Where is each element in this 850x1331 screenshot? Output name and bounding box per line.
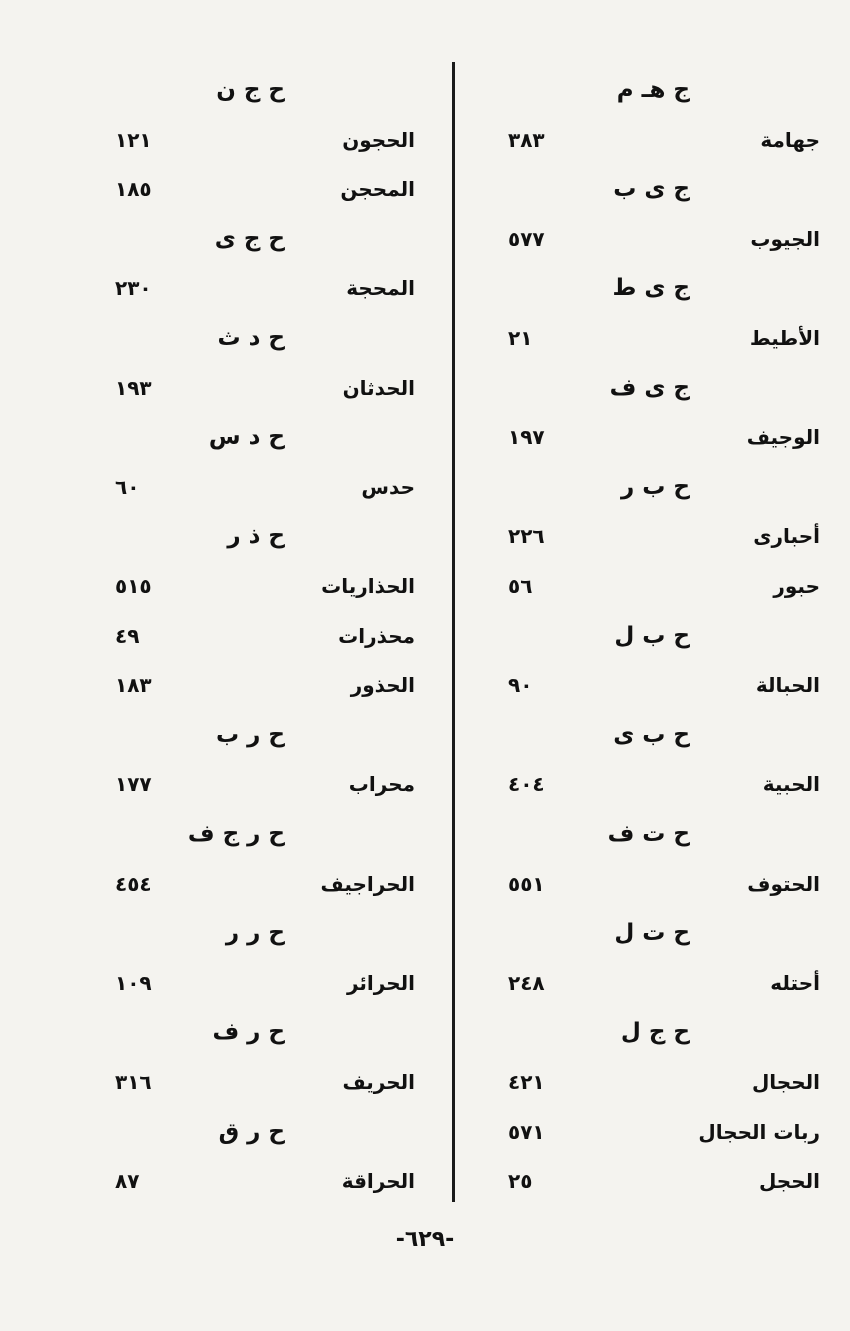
- entry-page-number: ١٢١: [115, 127, 152, 152]
- root-letters: ح ب ر: [621, 473, 690, 500]
- entry-page-number: ٤٩: [115, 623, 140, 648]
- entry-page-number: ٣٨٣: [508, 127, 545, 152]
- root-letters: ح ب ل: [614, 622, 690, 649]
- index-entry: [0, 568, 420, 604]
- entry-page-number: ٥٥١: [508, 871, 545, 896]
- root-letters: ح ب ى: [613, 721, 690, 748]
- entry-page-number: ٥١٥: [115, 574, 152, 598]
- entry-page-number: ٩٠: [508, 673, 533, 698]
- index-entry: [0, 965, 420, 1001]
- entry-word: الحدثان: [342, 375, 415, 400]
- entry-page-number: ٢١: [508, 326, 533, 350]
- root-letters: ح ج ل: [620, 1019, 690, 1046]
- entry-page-number: ٥٧١: [508, 1119, 545, 1144]
- root-heading: [0, 915, 420, 951]
- root-letters: ح ر ب: [216, 721, 285, 748]
- root-heading: [430, 469, 850, 505]
- entry-page-number: ٥٧٧: [508, 226, 545, 251]
- root-heading: [0, 1014, 420, 1050]
- index-entry: [430, 568, 850, 604]
- entry-word: الأطيط: [749, 326, 820, 350]
- index-entry: [430, 518, 850, 554]
- root-heading: [430, 171, 850, 207]
- entry-word: حبور: [773, 574, 820, 598]
- entry-word: أحتله: [770, 970, 820, 995]
- index-entry: [0, 1064, 420, 1100]
- entry-page-number: ١٩٣: [115, 375, 152, 400]
- index-entry: [430, 221, 850, 257]
- index-entry: [430, 866, 850, 902]
- index-entry: [0, 618, 420, 654]
- root-letters: ح د ث: [217, 325, 285, 351]
- entry-page-number: ١٠٩: [115, 970, 152, 995]
- root-letters: ح ت ف: [607, 821, 690, 847]
- index-entry: [0, 171, 420, 207]
- index-column-right: [430, 0, 850, 1220]
- entry-word: الحتوف: [747, 871, 820, 896]
- entry-page-number: ٢٢٦: [508, 524, 545, 549]
- entry-page-number: ٨٧: [115, 1169, 140, 1194]
- entry-page-number: ٥٦: [508, 574, 533, 598]
- entry-word: الحرائر: [346, 970, 415, 995]
- root-heading: [430, 1014, 850, 1050]
- root-heading: [0, 72, 420, 108]
- entry-word: الحجل: [758, 1169, 820, 1194]
- entry-word: محراب: [348, 772, 415, 797]
- entry-word: حدس: [361, 474, 415, 499]
- entry-word: الحراقة: [341, 1169, 415, 1194]
- index-entry: [430, 1114, 850, 1150]
- entry-word: الحبالة: [755, 673, 820, 698]
- root-letters: ج ى ط: [612, 275, 690, 302]
- root-heading: [0, 221, 420, 257]
- root-heading: [430, 370, 850, 406]
- index-entry: [0, 866, 420, 902]
- index-entry: [430, 766, 850, 802]
- index-entry: [0, 370, 420, 406]
- entry-page-number: ٤٠٤: [508, 772, 545, 797]
- entry-page-number: ١٨٥: [115, 177, 152, 202]
- entry-page-number: ١٩٧: [508, 425, 545, 450]
- entry-word: الحريف: [342, 1070, 415, 1094]
- entry-word: الحجون: [342, 127, 415, 152]
- root-letters: ح ر ق: [218, 1118, 285, 1145]
- entry-page-number: ٤٥٤: [115, 871, 152, 896]
- entry-word: الوجيف: [746, 425, 820, 450]
- root-heading: [0, 419, 420, 455]
- entry-page-number: ٦٠: [115, 474, 140, 499]
- entry-word: محذرات: [338, 623, 415, 648]
- root-letters: ح ر ر: [225, 920, 285, 947]
- index-entry: [0, 122, 420, 158]
- index-entry: [430, 965, 850, 1001]
- root-letters: ج ى ف: [609, 374, 690, 401]
- index-entry: [0, 766, 420, 802]
- entry-page-number: ١٨٣: [115, 673, 152, 698]
- root-letters: ح ذ ر: [227, 523, 285, 550]
- root-heading: [0, 717, 420, 753]
- index-entry: [0, 1163, 420, 1199]
- root-letters: ح ت ل: [614, 920, 690, 947]
- entry-word: المحجن: [340, 177, 415, 202]
- root-heading: [0, 320, 420, 356]
- entry-word: الحذور: [350, 673, 415, 698]
- root-heading: [0, 1114, 420, 1150]
- index-entry: [430, 1064, 850, 1100]
- root-heading: [0, 816, 420, 852]
- index-entry: [430, 320, 850, 356]
- root-heading: [430, 816, 850, 852]
- root-heading: [430, 72, 850, 108]
- entry-word: الحذاريات: [321, 574, 415, 598]
- entry-word: الحبية: [762, 772, 820, 797]
- entry-page-number: ٢٥: [508, 1169, 533, 1194]
- root-heading: [430, 717, 850, 753]
- root-letters: ح ج ى: [214, 225, 285, 252]
- index-entry: [0, 270, 420, 306]
- root-heading: [430, 618, 850, 654]
- entry-word: المحجة: [346, 276, 415, 301]
- root-letters: ح ر ج ف: [187, 821, 285, 847]
- root-heading: [0, 518, 420, 554]
- index-entry: [430, 1163, 850, 1199]
- index-entry: [0, 667, 420, 703]
- root-letters: ح د س: [208, 424, 285, 451]
- entry-word: جهامة: [760, 127, 820, 152]
- entry-page-number: ٢٣٠: [115, 276, 152, 301]
- index-entry: [430, 667, 850, 703]
- entry-word: الحجال: [751, 1070, 820, 1094]
- entry-word: الحراجيف: [320, 871, 415, 896]
- root-heading: [430, 270, 850, 306]
- entry-page-number: ١٧٧: [115, 772, 152, 797]
- entry-word: ربات الحجال: [698, 1119, 820, 1144]
- root-letters: ح ج ن: [216, 77, 285, 103]
- root-heading: [430, 915, 850, 951]
- page-number: -٦٢٩-: [395, 1227, 455, 1252]
- entry-page-number: ٣١٦: [115, 1070, 152, 1094]
- index-column-left: [0, 0, 420, 1220]
- entry-word: أحبارى: [753, 524, 820, 549]
- root-letters: ج هـ م: [616, 77, 690, 103]
- root-letters: ح ر ف: [212, 1019, 285, 1046]
- entry-word: الجيوب: [750, 226, 820, 251]
- index-entry: [0, 469, 420, 505]
- root-letters: ج ى ب: [613, 176, 690, 203]
- entry-page-number: ٤٢١: [508, 1070, 545, 1094]
- index-entry: [430, 122, 850, 158]
- entry-page-number: ٢٤٨: [508, 970, 545, 995]
- index-entry: [430, 419, 850, 455]
